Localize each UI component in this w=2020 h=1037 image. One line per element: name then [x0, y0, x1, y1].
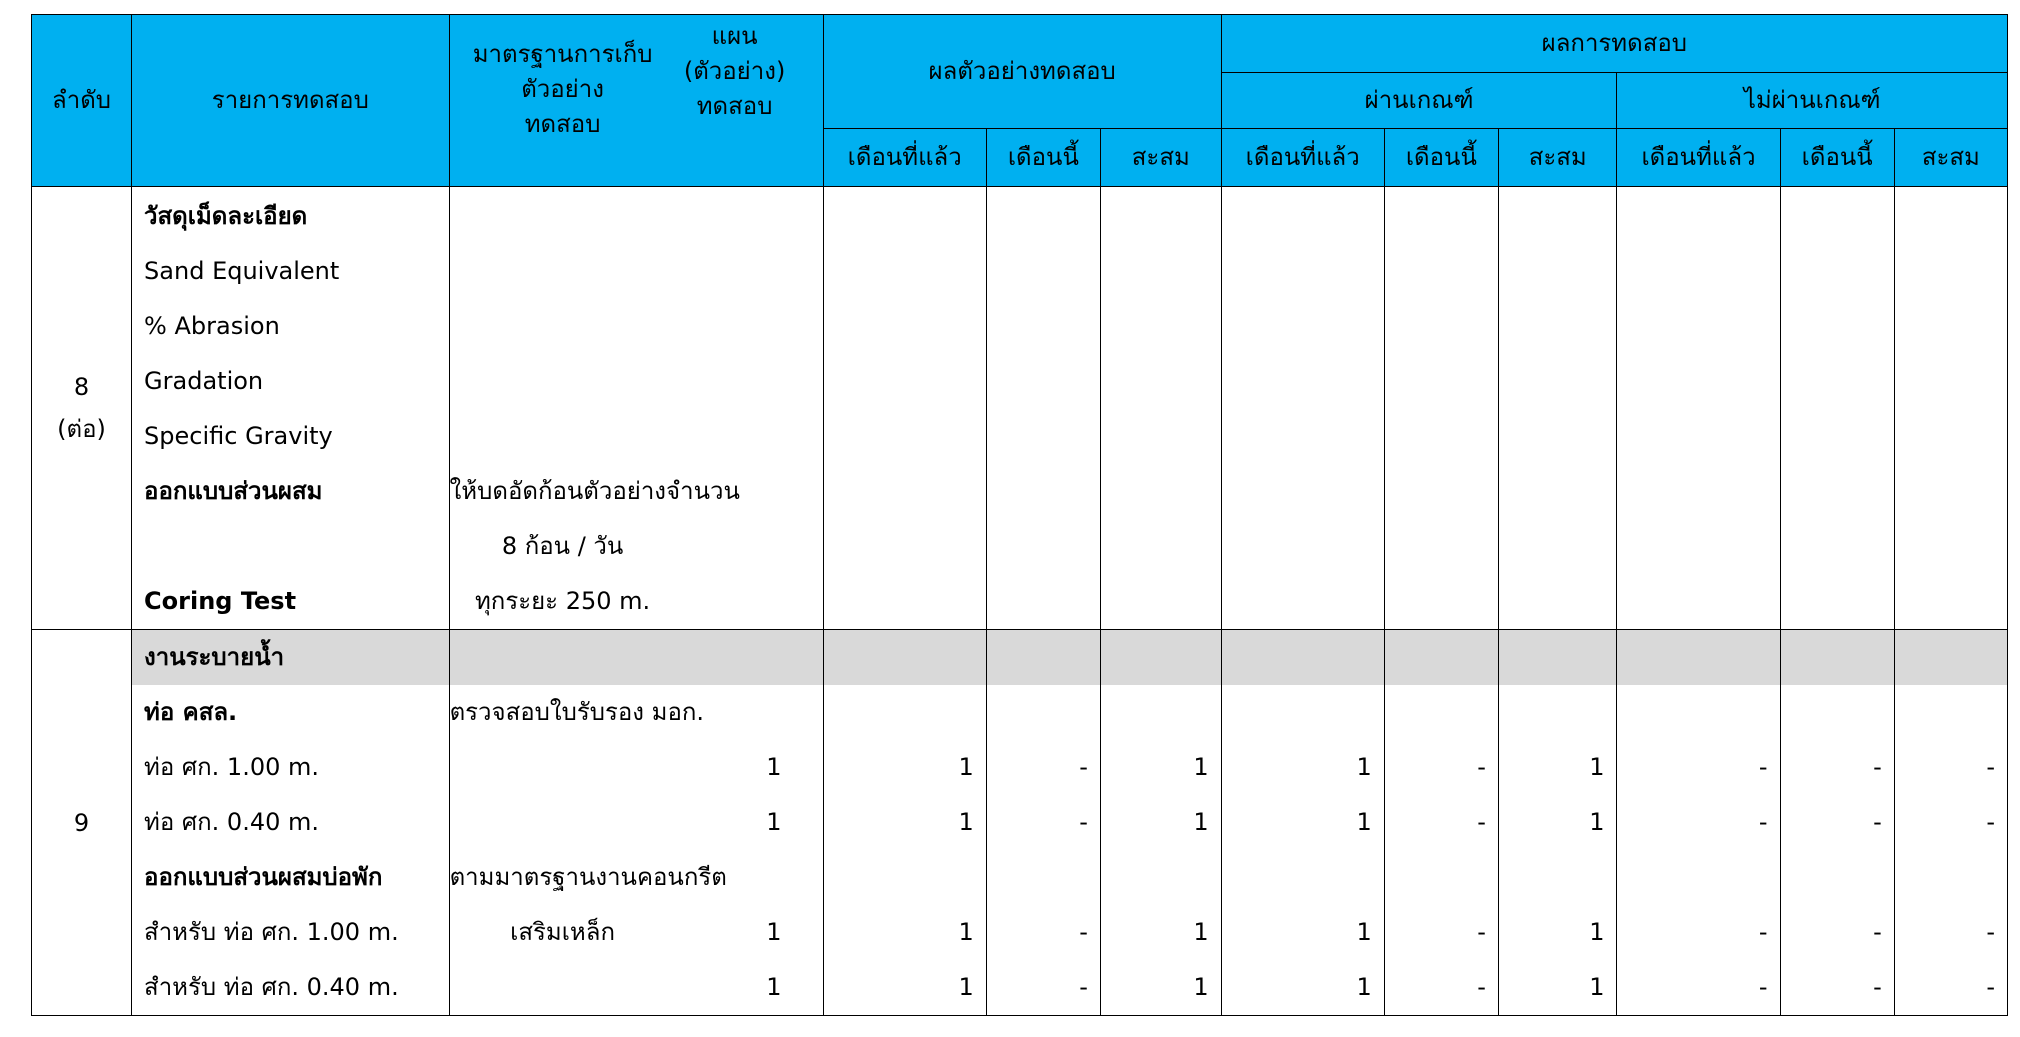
section-9-sample-last-2: 1 [958, 808, 974, 836]
section-9-sample-this [986, 685, 1100, 1016]
section-9-pass-last-1: 1 [1356, 753, 1372, 781]
header-sample-this-month: เดือนนี้ [986, 129, 1100, 187]
section-9-pass-last-2: 1 [1356, 808, 1372, 836]
section-9-plan-1: 1 [766, 753, 782, 781]
header-pass-this-month: เดือนนี้ [1384, 129, 1498, 187]
section-9-pass-last [1221, 685, 1384, 1016]
header-fail-cumulative: สะสม [1894, 129, 2007, 187]
gray-cell [1100, 630, 1221, 686]
gray-cell [823, 630, 986, 686]
gray-cell [1894, 630, 2007, 686]
section-9-pass-cum-3 [1499, 850, 1617, 905]
header-order: ลำดับ [32, 15, 132, 187]
section-9-pass-this-5: - [1477, 973, 1486, 1001]
section-9-plan-0 [676, 685, 794, 740]
section-9-fail-this-2: - [1873, 808, 1882, 836]
section-8-pass-this [1384, 187, 1498, 630]
section-8-standard-line-6: 8 ก้อน / วัน [501, 532, 624, 560]
section-9-fail-cum-4: - [1986, 918, 1995, 946]
section-8-item-7: Coring Test [144, 587, 297, 615]
section-9-body-row [32, 685, 2008, 1016]
section-9-fail-last-2: - [1758, 808, 1768, 836]
section-9-pass-this [1384, 685, 1498, 1016]
section-8-items [132, 187, 450, 630]
section-8-item-1: Sand Equivalent [144, 257, 340, 285]
section-8-standard [449, 187, 823, 630]
gray-cell [1221, 630, 1384, 686]
section-9-sample-cum [1100, 685, 1221, 1016]
section-9-plan-4: 1 [766, 918, 782, 946]
section-9-heading-standard [449, 630, 823, 686]
section-9-fail-cum-2: - [1986, 808, 1995, 836]
gray-cell [1617, 630, 1780, 686]
section-9-pass-last-4: 1 [1356, 918, 1372, 946]
section-9-standard-line-2 [450, 795, 676, 850]
section-8-order-number: 8 [73, 373, 90, 401]
section-9-item-5: สำหรับ ท่อ ศก. 0.40 m. [144, 973, 399, 1001]
section-9-pass-cum-0 [1499, 685, 1617, 740]
section-9-sample-cum-4: 1 [1193, 918, 1209, 946]
section-9-pass-last-0 [1222, 685, 1384, 740]
section-9-pass-cum-2: 1 [1589, 808, 1605, 836]
gray-cell [1498, 630, 1617, 686]
section-9-pass-cum [1498, 685, 1617, 1016]
test-results-table [31, 14, 2008, 1016]
section-9-fail-this-1: - [1873, 753, 1882, 781]
section-9-sample-cum-0 [1101, 685, 1221, 740]
section-9-sample-last [823, 685, 986, 1016]
section-9-fail-last-0 [1617, 685, 1779, 740]
section-9-standard-line-0: ตรวจสอบใบรับรอง มอก. [449, 698, 705, 726]
section-9-sample-this-0 [987, 685, 1100, 740]
section-9-sample-last-4: 1 [958, 918, 974, 946]
section-9-fail-cum-0 [1895, 685, 2007, 740]
section-9-pass-this-1: - [1477, 753, 1486, 781]
header-sample-results: ผลตัวอย่างทดสอบ [823, 15, 1221, 129]
section-8-item-6 [132, 519, 449, 574]
section-8-item-4: Specific Gravity [144, 422, 333, 450]
section-9-sample-this-5: - [1079, 973, 1088, 1001]
section-9-pass-this-4: - [1477, 918, 1486, 946]
section-9-sample-last-0 [824, 685, 986, 740]
section-8-standard-line-1 [450, 244, 676, 299]
section-8-item-3: Gradation [144, 367, 264, 395]
section-9-fail-last [1617, 685, 1780, 1016]
section-9-item-2: ท่อ ศก. 0.40 m. [144, 808, 320, 836]
section-9-fail-this-0 [1781, 685, 1894, 740]
section-9-standard-line-4: เสริมเหล็ก [510, 918, 615, 946]
section-9-plan-5: 1 [766, 973, 782, 1001]
header-pass-last-month: เดือนที่แล้ว [1221, 129, 1384, 187]
section-9-standard-line-1 [450, 740, 676, 795]
section-9-order: 9 [32, 630, 132, 1016]
section-8-row [32, 187, 2008, 630]
section-8-sample-last [823, 187, 986, 630]
section-9-sample-last-1: 1 [958, 753, 974, 781]
section-9-fail-last-1: - [1758, 753, 1768, 781]
section-9-pass-last-5: 1 [1356, 973, 1372, 1001]
section-9-fail-last-3 [1617, 850, 1779, 905]
section-9-sample-last-5: 1 [958, 973, 974, 1001]
section-8-sample-cum [1100, 187, 1221, 630]
section-9-fail-cum-1: - [1986, 753, 1995, 781]
section-9-fail-cum [1894, 685, 2007, 1016]
section-9-sample-this-3 [987, 850, 1100, 905]
section-9-item-4: สำหรับ ท่อ ศก. 1.00 m. [144, 918, 399, 946]
header-sample-cumulative: สะสม [1100, 129, 1221, 187]
section-9-heading: งานระบายน้ำ [132, 630, 450, 686]
section-9-pass-this-2: - [1477, 808, 1486, 836]
gray-cell [1384, 630, 1498, 686]
section-8-standard-line-3 [450, 354, 676, 409]
section-9-fail-cum-3 [1895, 850, 2007, 905]
section-9-heading-row [32, 630, 2008, 686]
section-8-standard-line-5: ให้บดอัดก้อนตัวอย่างจำนวน [449, 477, 740, 505]
section-9-sample-last-3 [824, 850, 986, 905]
section-8-pass-last [1221, 187, 1384, 630]
section-9-fail-last-5: - [1758, 973, 1768, 1001]
section-8-item-5: ออกแบบส่วนผสม [144, 477, 323, 505]
header-test-results: ผลการทดสอบ [1221, 15, 2007, 73]
section-8-sample-this [986, 187, 1100, 630]
section-9-fail-this-4: - [1873, 918, 1882, 946]
section-9-pass-last-3 [1222, 850, 1384, 905]
section-9-sample-cum-3 [1101, 850, 1221, 905]
section-9-sample-this-1: - [1079, 753, 1088, 781]
header-standard [449, 15, 823, 187]
header-pass: ผ่านเกณฑ์ [1221, 73, 1617, 129]
section-9-standard-plan [449, 685, 823, 1016]
header-sample-last-month: เดือนที่แล้ว [823, 129, 986, 187]
gray-cell [1780, 630, 1894, 686]
section-8-fail-last [1617, 187, 1780, 630]
section-8-pass-cum [1498, 187, 1617, 630]
header-item: รายการทดสอบ [132, 15, 450, 187]
section-9-pass-cum-4: 1 [1589, 918, 1605, 946]
section-9-sample-cum-5: 1 [1193, 973, 1209, 1001]
section-9-item-3: ออกแบบส่วนผสมบ่อพัก [144, 863, 383, 891]
section-9-sample-this-4: - [1079, 918, 1088, 946]
section-9-sample-cum-2: 1 [1193, 808, 1209, 836]
section-8-item-2: % Abrasion [144, 312, 280, 340]
section-8-standard-line-0 [450, 189, 676, 244]
header-plan-line1: แผน [711, 22, 758, 50]
section-9-fail-last-4: - [1758, 918, 1768, 946]
section-9-plan-3 [676, 850, 794, 905]
section-9-fail-this [1780, 685, 1894, 1016]
header-standard-line1: มาตรฐานการเก็บตัวอย่าง [472, 40, 653, 103]
section-8-order-continued: (ต่อ) [57, 415, 106, 443]
section-8-standard-line-4 [450, 409, 676, 464]
header-fail-this-month: เดือนนี้ [1780, 129, 1894, 187]
gray-cell [986, 630, 1100, 686]
section-9-standard-line-3: ตามมาตรฐานงานคอนกรีต [449, 863, 727, 891]
section-9-fail-this-5: - [1873, 973, 1882, 1001]
section-9-plan-2: 1 [766, 808, 782, 836]
section-9-item-1: ท่อ ศก. 1.00 m. [144, 753, 320, 781]
header-fail-last-month: เดือนที่แล้ว [1617, 129, 1780, 187]
section-9-sample-this-2: - [1079, 808, 1088, 836]
section-9-pass-this-3 [1385, 850, 1498, 905]
header-plan-line3: ทดสอบ [696, 91, 773, 120]
section-9-pass-this-0 [1385, 685, 1498, 740]
section-8-fail-this [1780, 187, 1894, 630]
section-8-order [32, 187, 132, 630]
header-standard-line2: ทดสอบ [524, 109, 601, 138]
section-9-pass-cum-5: 1 [1589, 973, 1605, 1001]
section-8-item-0: วัสดุเม็ดละเอียด [144, 202, 308, 230]
section-9-sample-cum-1: 1 [1193, 753, 1209, 781]
section-8-fail-cum [1894, 187, 2007, 630]
section-8-standard-line-2 [450, 299, 676, 354]
section-9-pass-cum-1: 1 [1589, 753, 1605, 781]
header-fail: ไม่ผ่านเกณฑ์ [1617, 73, 2008, 129]
section-9-item-0: ท่อ คสล. [144, 698, 238, 726]
section-9-items [132, 685, 450, 1016]
header-plan-line2: (ตัวอย่าง) [683, 56, 786, 85]
section-9-fail-cum-5: - [1986, 973, 1995, 1001]
section-9-fail-this-3 [1781, 850, 1894, 905]
header-pass-cumulative: สะสม [1498, 129, 1617, 187]
section-9-standard-line-5 [450, 960, 676, 1015]
section-8-standard-line-7: ทุกระยะ 250 m. [474, 587, 651, 615]
